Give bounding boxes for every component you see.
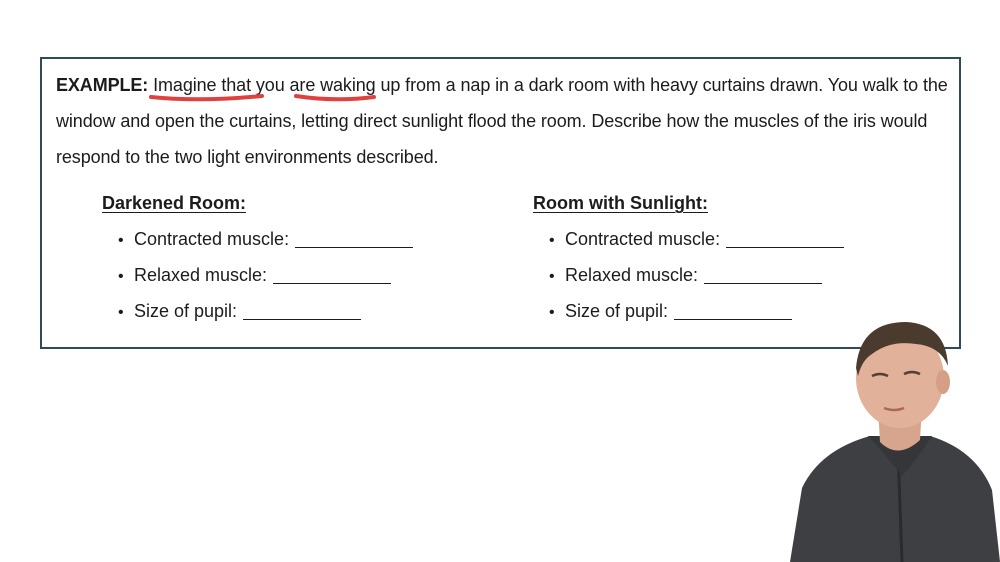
item-label: Relaxed muscle:	[134, 265, 268, 285]
sunlight-room-heading: Room with Sunlight:	[533, 193, 708, 213]
prompt-line-2: window and open the curtains, letting direct sunlight flood the room. Describe how the muscles of the iris would	[56, 111, 928, 131]
list-item	[102, 221, 413, 257]
item-label: Contracted muscle:	[134, 229, 290, 249]
answer-blank	[243, 301, 361, 320]
ear	[936, 370, 950, 394]
example-box	[40, 57, 961, 349]
item-label: Relaxed muscle:	[565, 265, 699, 285]
example-prompt	[56, 67, 956, 175]
prompt-line-3: respond to the two light environments described.	[56, 147, 439, 167]
answer-blank	[273, 265, 391, 284]
bullet-icon: •	[118, 232, 124, 249]
item-label: Size of pupil:	[565, 301, 669, 321]
list-item	[102, 293, 413, 329]
presenter-video	[780, 310, 1000, 562]
item-label: Contracted muscle:	[565, 229, 721, 249]
sunlight-room-column	[533, 191, 844, 329]
darkened-room-heading: Darkened Room:	[102, 193, 247, 213]
bullet-icon: •	[549, 232, 555, 249]
list-item	[533, 221, 844, 257]
answer-blank	[704, 265, 822, 284]
prompt-text-1: Imagine that you are waking up from a nap in a dark room with heavy curtains drawn. You walk to the	[153, 75, 948, 95]
list-item	[533, 257, 844, 293]
answer-blank	[295, 229, 413, 248]
bullet-icon: •	[118, 268, 124, 285]
answer-blank	[726, 229, 844, 248]
bullet-icon: •	[118, 304, 124, 321]
darkened-room-column	[102, 191, 413, 329]
bullet-icon: •	[549, 304, 555, 321]
item-label: Size of pupil:	[134, 301, 238, 321]
bullet-icon: •	[549, 268, 555, 285]
prompt-line-1	[56, 67, 956, 103]
example-label: EXAMPLE:	[56, 75, 149, 95]
answer-blank	[674, 301, 792, 320]
list-item	[102, 257, 413, 293]
